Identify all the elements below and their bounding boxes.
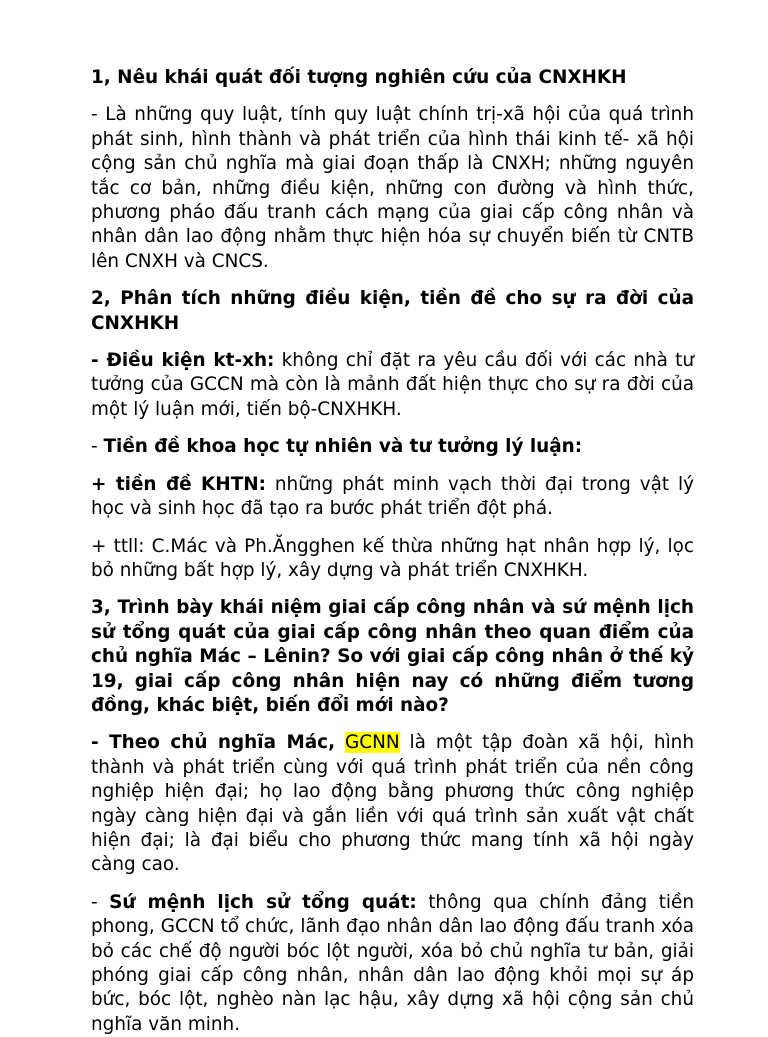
q3-definition-space xyxy=(335,732,345,753)
q3-mission-label: Sứ mệnh lịch sử tổng quát: xyxy=(109,891,417,913)
q2-heading: 2, Phân tích những điều kiện, tiền đề cho sự ra đời của CNXHKH xyxy=(91,288,694,334)
q2-theory-paragraph: + ttll: C.Mác và Ph.Ăngghen kế thừa những hạt nhân hợp lý, lọc bỏ những bất hợp lý, xây dựng và phát triển CNXHKH. xyxy=(91,535,694,581)
q3-mission-paragraph xyxy=(91,891,694,1037)
q2-natural-science-text: những phát minh vạch thời đại trong vật lý học và sinh học đã tạo ra bước phát triển đột phá. xyxy=(91,473,694,520)
q3-definition-text: là một tập đoàn xã hội, hình thành và phát triển cùng với quá trình phát triển của nền công nghiệp hiện đại; họ lao động bằng phương thức công nghiệp ngày càng hiện đại và gắn liền với quá trình sản xuất vật chất hiện đại; là đại biểu cho phương thức mang tính xã hội ngày càng cao. xyxy=(91,732,694,876)
q3-definition-paragraph xyxy=(91,731,694,877)
q3-heading: 3, Trình bày khái niệm giai cấp công nhân và sứ mệnh lịch sử tổng quát của giai cấp công nhân theo quan điểm của chủ nghĩa Mác – Lênin? So với giai cấp công nhân ở thế kỷ 19, giai cấp công nhân hiện nay có những điểm tương đồng, khác biệt, biến đổi mới nào? xyxy=(91,597,694,716)
q2-premises-label: Tiền đề khoa học tự nhiên và tư tưởng lý luận: xyxy=(103,436,583,458)
q2-conditions-label: - Điều kiện kt-xh: xyxy=(91,350,275,372)
q2-conditions-text: không chỉ đặt ra yêu cầu đối với các nhà tư tưởng của GCCN mà còn là mảnh đất hiện thực cho sự ra đời của một lý luận mới, tiến bộ-CNXHKH. xyxy=(91,350,695,420)
q2-premises-dash: - xyxy=(91,436,104,458)
q2-conditions-paragraph xyxy=(91,349,694,422)
q3-mission-text: thông qua chính đảng tiền phong, GCCN tổ chức, lãnh đạo nhân dân lao động đấu tranh xóa bỏ các chế độ người bóc lột người, xóa bỏ chủ nghĩa tư bản, giải phóng giai cấp công nhân, nhân dân lao động khỏi mọi sự áp bức, bóc lột, nghèo nàn lạc hậu, xây dựng xã hội cộng sản chủ nghĩa văn minh. xyxy=(91,891,695,1035)
q3-definition-label: - Theo chủ nghĩa Mác, xyxy=(91,732,336,754)
q3-mission-dash: - xyxy=(91,891,110,913)
q3-highlighted-term: GCNN xyxy=(345,732,400,754)
q2-natural-science-paragraph xyxy=(91,473,694,522)
q1-heading: 1, Nêu khái quát đối tượng nghiên cứu của CNXHKH xyxy=(91,67,627,88)
q2-premises-paragraph xyxy=(91,435,694,459)
q2-natural-science-label: + tiền đề KHTN: xyxy=(91,473,266,495)
q1-body: - Là những quy luật, tính quy luật chính trị-xã hội của quá trình phát sinh, hình thành và phát triển của hình thái kinh tế- xã hội cộng sản chủ nghĩa mà giai đoạn thấp là CNXH; những nguyên tắc cơ bản, những điều kiện, những con đường và hình thức, phương pháo đấu tranh cách mạng của giai cấp công nhân và nhân dân lao động nhằm thực hiện hóa sự chuyển biến từ CNTB lên CNXH và CNCS. xyxy=(91,104,694,272)
